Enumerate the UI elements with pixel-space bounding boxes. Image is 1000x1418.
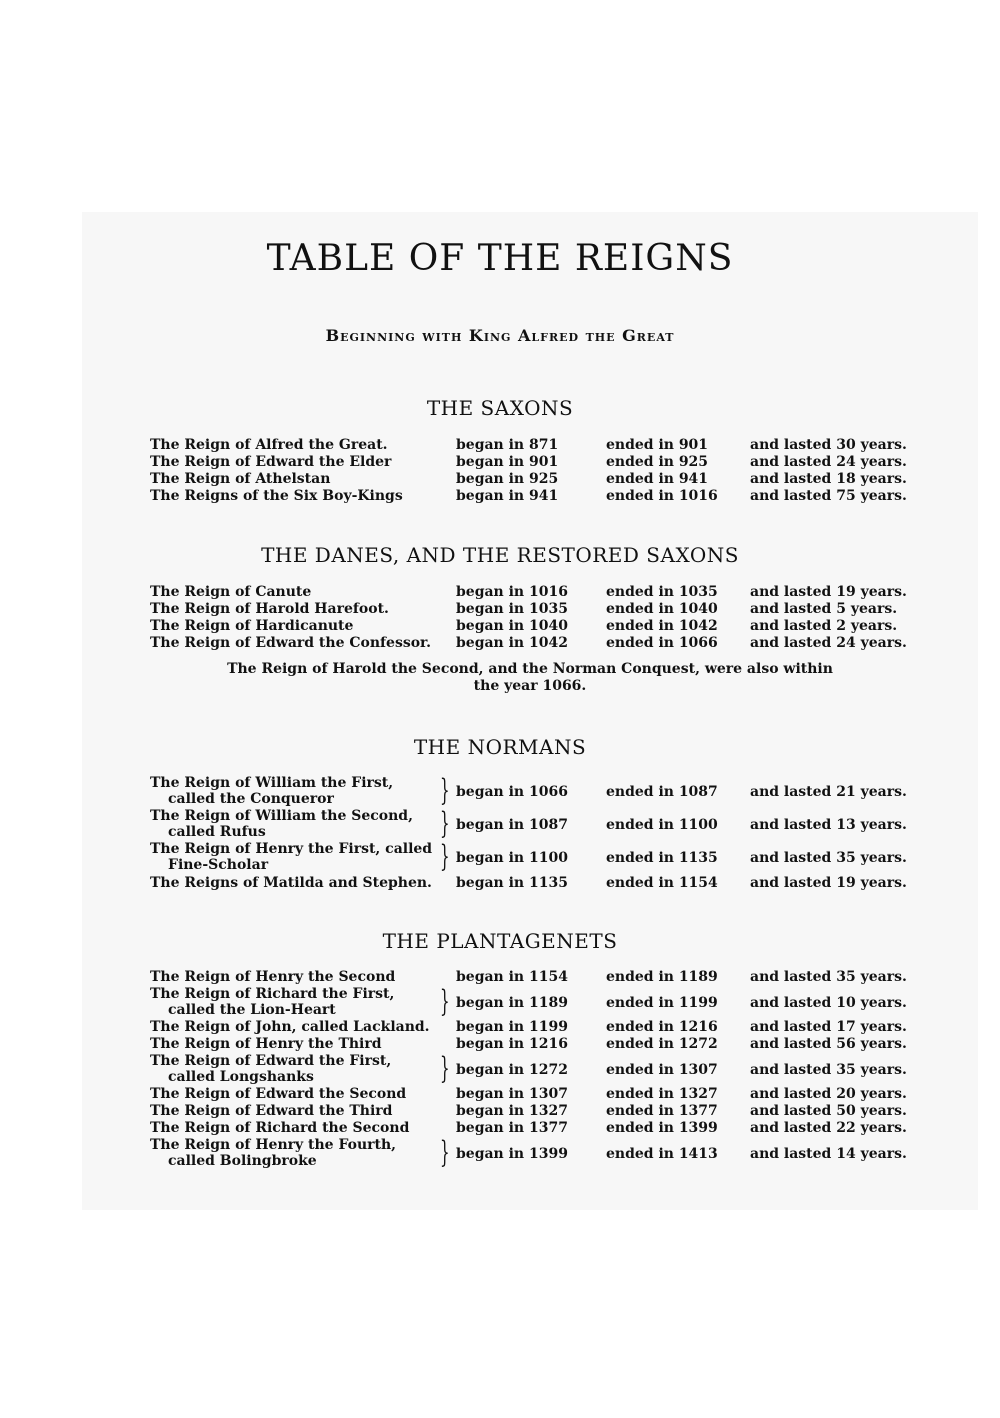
reign-began: began in 901: [456, 454, 559, 470]
reign-name: The Reign of Henry the Third: [150, 1036, 382, 1052]
reign-began: began in 925: [456, 471, 559, 487]
section-heading-plantagenets: THE PLANTAGENETS: [382, 929, 618, 953]
reign-ended: ended in 1413: [606, 1146, 718, 1162]
reign-ended: ended in 1066: [606, 635, 718, 651]
table-row: [150, 807, 910, 843]
reign-lasted: and lasted 19 years.: [750, 875, 907, 891]
brace-icon: }: [440, 806, 450, 841]
table-row: [150, 1052, 910, 1088]
table-row: [150, 1035, 910, 1053]
table-row: [150, 1136, 910, 1172]
reign-began: began in 1327: [456, 1103, 568, 1119]
reign-name: The Reign of John, called Lackland.: [150, 1019, 430, 1035]
reign-name-line1: The Reign of Henry the Fourth,: [150, 1137, 397, 1153]
reign-began: began in 1199: [456, 1019, 568, 1035]
page-subtitle: Beginning with King Alfred the Great: [325, 326, 675, 345]
reign-ended: ended in 1016: [606, 488, 718, 504]
reign-lasted: and lasted 5 years.: [750, 601, 898, 617]
section-heading-saxons: THE SAXONS: [426, 396, 574, 420]
reign-ended: ended in 1042: [606, 618, 718, 634]
reign-ended: ended in 1399: [606, 1120, 718, 1136]
table-row: [150, 1085, 910, 1103]
table-row: [150, 583, 910, 601]
table-row: [150, 968, 910, 986]
reign-began: began in 1189: [456, 995, 568, 1011]
table-row: [150, 774, 910, 810]
section-heading-danes: THE DANES, AND THE RESTORED SAXONS: [261, 543, 739, 567]
reign-ended: ended in 1189: [606, 969, 718, 985]
reign-name: The Reign of Athelstan: [150, 471, 331, 487]
reign-lasted: and lasted 24 years.: [750, 454, 907, 470]
reign-name: The Reign of Harold Harefoot.: [150, 601, 389, 617]
reign-began: began in 941: [456, 488, 559, 504]
table-row: [150, 1018, 910, 1036]
reign-lasted: and lasted 75 years.: [750, 488, 907, 504]
reign-name: The Reign of Edward the Confessor.: [150, 635, 432, 651]
reign-name: The Reign of Canute: [150, 584, 312, 600]
reign-lasted: and lasted 56 years.: [750, 1036, 907, 1052]
reign-began: began in 1399: [456, 1146, 568, 1162]
reign-lasted: and lasted 35 years.: [750, 1062, 907, 1078]
section-heading-normans: THE NORMANS: [413, 735, 587, 759]
reign-name-line1: The Reign of Henry the First, called: [150, 841, 433, 857]
reign-began: began in 1377: [456, 1120, 568, 1136]
reign-ended: ended in 1035: [606, 584, 718, 600]
reign-ended: ended in 1087: [606, 784, 718, 800]
reign-ended: ended in 1327: [606, 1086, 718, 1102]
reign-began: began in 1272: [456, 1062, 568, 1078]
reign-lasted: and lasted 21 years.: [750, 784, 907, 800]
table-row: [150, 617, 910, 635]
reign-name-line1: The Reign of Edward the First,: [150, 1053, 392, 1069]
table-row: [150, 487, 910, 505]
reign-ended: ended in 1199: [606, 995, 718, 1011]
reign-name: The Reigns of the Six Boy-Kings: [150, 488, 403, 504]
reign-name-line2: called the Conqueror: [168, 791, 334, 807]
table-row: [150, 600, 910, 618]
reign-began: began in 1040: [456, 618, 568, 634]
reign-name: The Reign of Edward the Second: [150, 1086, 407, 1102]
reign-name: The Reign of Henry the Second: [150, 969, 396, 985]
brace-icon: }: [440, 984, 450, 1019]
page-title: TABLE OF THE REIGNS: [266, 238, 734, 279]
table-row: [150, 634, 910, 652]
reign-lasted: and lasted 13 years.: [750, 817, 907, 833]
brace-icon: }: [440, 1135, 450, 1170]
reign-began: began in 1100: [456, 850, 568, 866]
table-row: [150, 1102, 910, 1120]
reign-name-line1: The Reign of William the Second,: [150, 808, 413, 824]
brace-icon: }: [440, 839, 450, 874]
reign-ended: ended in 925: [606, 454, 709, 470]
table-row: [150, 453, 910, 471]
reign-name-line2: called Bolingbroke: [168, 1153, 317, 1169]
danes-note: The Reign of Harold the Second, and the Norman Conquest, were also within the year 1066.: [227, 661, 833, 694]
reign-lasted: and lasted 19 years.: [750, 584, 907, 600]
reign-name: The Reign of Alfred the Great.: [150, 437, 388, 453]
reign-ended: ended in 1216: [606, 1019, 718, 1035]
reign-lasted: and lasted 14 years.: [750, 1146, 907, 1162]
reign-lasted: and lasted 35 years.: [750, 969, 907, 985]
reign-name: The Reign of Edward the Elder: [150, 454, 392, 470]
reign-ended: ended in 1040: [606, 601, 718, 617]
table-row: [150, 470, 910, 488]
table-row: [150, 436, 910, 454]
reign-began: began in 871: [456, 437, 559, 453]
reign-name-line2: called the Lion-Heart: [168, 1002, 336, 1018]
reign-began: began in 1035: [456, 601, 568, 617]
reign-ended: ended in 1307: [606, 1062, 718, 1078]
reign-lasted: and lasted 2 years.: [750, 618, 898, 634]
reign-ended: ended in 941: [606, 471, 709, 487]
reign-ended: ended in 1154: [606, 875, 718, 891]
reign-name: The Reign of Edward the Third: [150, 1103, 393, 1119]
reign-ended: ended in 1135: [606, 850, 718, 866]
reign-name-line2: called Longshanks: [168, 1069, 314, 1085]
reign-ended: ended in 901: [606, 437, 709, 453]
reign-name: The Reign of Richard the Second: [150, 1120, 410, 1136]
reign-lasted: and lasted 20 years.: [750, 1086, 907, 1102]
reign-name-line1: The Reign of William the First,: [150, 775, 394, 791]
reign-ended: ended in 1272: [606, 1036, 718, 1052]
reign-lasted: and lasted 24 years.: [750, 635, 907, 651]
reign-ended: ended in 1100: [606, 817, 718, 833]
reign-name-line2: Fine-Scholar: [168, 857, 269, 873]
reign-began: began in 1042: [456, 635, 568, 651]
reign-name: The Reigns of Matilda and Stephen.: [150, 875, 432, 891]
table-row: [150, 1119, 910, 1137]
reign-began: began in 1307: [456, 1086, 568, 1102]
reign-lasted: and lasted 18 years.: [750, 471, 907, 487]
reign-name-line2: called Rufus: [168, 824, 266, 840]
table-row: [150, 840, 910, 876]
table-row: [150, 874, 910, 892]
reign-began: began in 1016: [456, 584, 568, 600]
reign-lasted: and lasted 22 years.: [750, 1120, 907, 1136]
table-row: [150, 985, 910, 1021]
reign-lasted: and lasted 30 years.: [750, 437, 907, 453]
reign-began: began in 1087: [456, 817, 568, 833]
reign-began: began in 1135: [456, 875, 568, 891]
reign-began: began in 1154: [456, 969, 568, 985]
reign-ended: ended in 1377: [606, 1103, 718, 1119]
reign-name-line1: The Reign of Richard the First,: [150, 986, 395, 1002]
reign-lasted: and lasted 50 years.: [750, 1103, 907, 1119]
reign-lasted: and lasted 17 years.: [750, 1019, 907, 1035]
reign-began: began in 1216: [456, 1036, 568, 1052]
reign-lasted: and lasted 35 years.: [750, 850, 907, 866]
reign-name: The Reign of Hardicanute: [150, 618, 354, 634]
reign-lasted: and lasted 10 years.: [750, 995, 907, 1011]
reign-began: began in 1066: [456, 784, 568, 800]
brace-icon: }: [440, 773, 450, 808]
brace-icon: }: [440, 1051, 450, 1086]
